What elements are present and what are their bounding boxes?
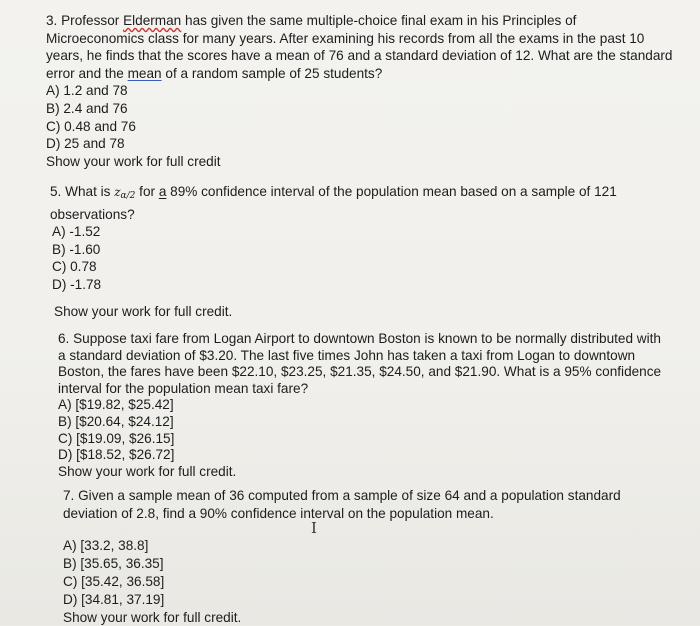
- question-6: [58, 331, 668, 480]
- option-d: D) [34.81, 37.19]: [63, 591, 165, 607]
- question-7-text: 7. Given a sample mean of 36 computed from a sample of size 64 and a population standard deviation of 2.8, find a 90% confidence interval on the population mean.: [63, 488, 621, 521]
- option-c: C) 0.78: [52, 259, 97, 275]
- option-a: A) -1.52: [52, 224, 101, 240]
- option-d: D) [$18.52, $26.72]: [58, 447, 175, 463]
- text-cursor-icon: I: [311, 519, 317, 537]
- option-b: B) [35.65, 36.35]: [63, 556, 164, 572]
- option-c: C) [$19.09, $26.15]: [58, 430, 175, 446]
- misspelled-name: Elderman: [123, 13, 182, 28]
- option-a: A) [33.2, 38.8]: [63, 538, 149, 554]
- option-b: B) 2.4 and 76: [46, 100, 128, 116]
- grammar-flag-a: a: [158, 184, 167, 199]
- option-a: A) [$19.82, $25.42]: [58, 397, 174, 413]
- question-7-options: [63, 537, 668, 609]
- show-work-note: Show your work for full credit: [46, 153, 221, 169]
- question-3-options: [46, 82, 676, 152]
- question-5-options: [50, 223, 670, 293]
- show-work-note: Show your work for full credit.: [58, 463, 237, 479]
- option-c: C) [35.42, 36.58]: [63, 574, 165, 589]
- option-b: B) [$20.64, $24.12]: [58, 413, 174, 429]
- option-c: C) 0.48 and 76: [46, 118, 136, 134]
- show-work-note: Show your work for full credit.: [54, 303, 233, 319]
- option-b: B) -1.60: [52, 241, 101, 257]
- grammar-flag-mean: mean: [127, 65, 162, 81]
- question-3: [46, 12, 676, 170]
- question-3-text: 3. Professor Elderman has given the same multiple-choice final exam in his Principles of Microeconomics class for many years. After examining his records from all the exams in the past 10 years, he finds that the scores have a mean of 76 and a standard deviation of 12. What are the standard error and the mean of a random sample of 25 students?: [46, 13, 673, 81]
- z-alpha-symbol: zα/2: [114, 185, 136, 201]
- show-work-note: Show your work for full credit.: [63, 609, 242, 625]
- question-6-text: 6. Suppose taxi fare from Logan Airport to downtown Boston is known to be normally distributed with a standard deviation of $3.20. The last five times John has taken a taxi from Logan to downtown Boston, the fares have been $22.10, $23.25, $21.35, $24.50, and $21.90. What is a 95% confidence interval for the population mean taxi fare?: [58, 331, 662, 396]
- option-a: A) 1.2 and 78: [46, 83, 128, 99]
- question-7: [63, 487, 668, 626]
- question-6-options: [58, 397, 668, 463]
- option-d: D) -1.78: [52, 276, 102, 292]
- question-5-text: 5. What is zα/2 for a 89% confidence interval of the population mean based on a sample of 121 observations?: [50, 184, 617, 222]
- question-5: [50, 183, 670, 320]
- option-d: D) 25 and 78: [46, 136, 125, 152]
